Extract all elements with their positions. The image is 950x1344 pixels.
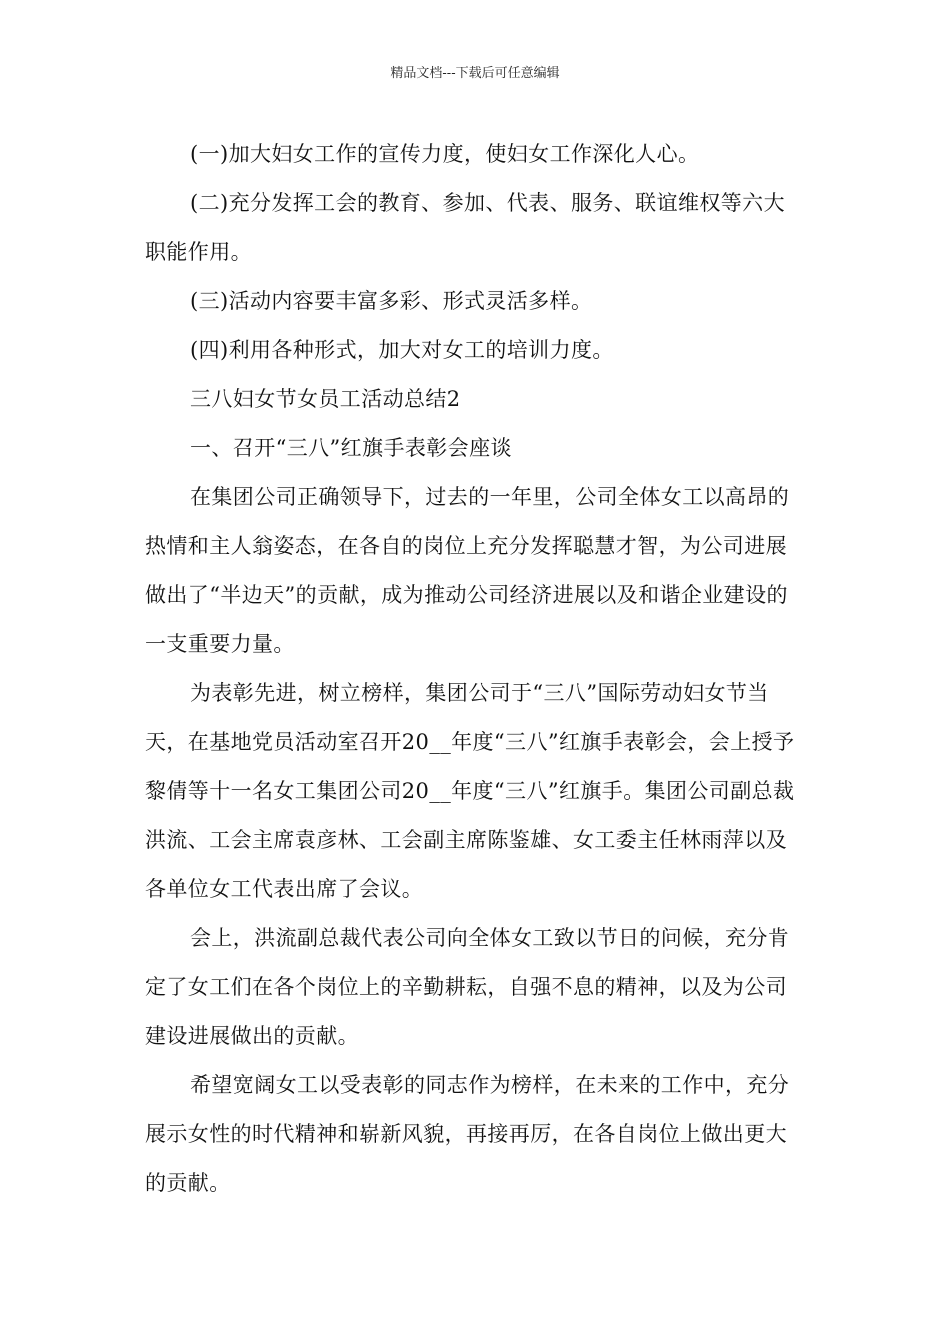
body-paragraph: 希望宽阔女工以受表彰的同志作为榜样，在未来的工作中，充分展示女性的时代精神和崭新风貌，再接再厉，在各自岗位上做出更大的贡献。: [145, 1073, 790, 1195]
list-item-3: (三)活动内容要丰富多彩、形式灵活多样。: [190, 289, 593, 313]
body-paragraph: 在集团公司正确领导下，过去的一年里，公司全体女工以高昂的热情和主人翁姿态，在各自的岗位上充分发挥聪慧才智，为公司进展做出了“半边天”的贡献，成为推动公司经济进展以及和谐企业建设的一支重要力量。: [145, 485, 790, 656]
page-header: 精品文档---下载后可任意编辑: [390, 66, 560, 81]
subsection-heading: 一、召开“三八”红旗手表彰会座谈: [190, 436, 512, 460]
list-item-2: (二)充分发挥工会的教育、参加、代表、服务、联谊维权等六大职能作用。: [145, 191, 785, 264]
body-paragraph: 为表彰先进，树立榜样，集团公司于“三八”国际劳动妇女节当天，在基地党员活动室召开20__年度“三八”红旗手表彰会，会上授予黎倩等十一名女工集团公司20__年度“三八”红旗手。集团公司副总裁洪流、工会主席袁彦林、工会副主席陈鉴雄、女工委主任林雨萍以及各单位女工代表出席了会议。: [145, 681, 795, 901]
list-item-1: (一)加大妇女工作的宣传力度，使妇女工作深化人心。: [190, 142, 700, 166]
body-paragraph: 会上，洪流副总裁代表公司向全体女工致以节日的问候，充分肯定了女工们在各个岗位上的辛勤耕耘，自强不息的精神，以及为公司建设进展做出的贡献。: [145, 926, 790, 1048]
document-body: [145, 130, 805, 1208]
section-title: 三八妇女节女员工活动总结2: [190, 387, 461, 411]
list-item-4: (四)利用各种形式，加大对女工的培训力度。: [190, 338, 614, 362]
